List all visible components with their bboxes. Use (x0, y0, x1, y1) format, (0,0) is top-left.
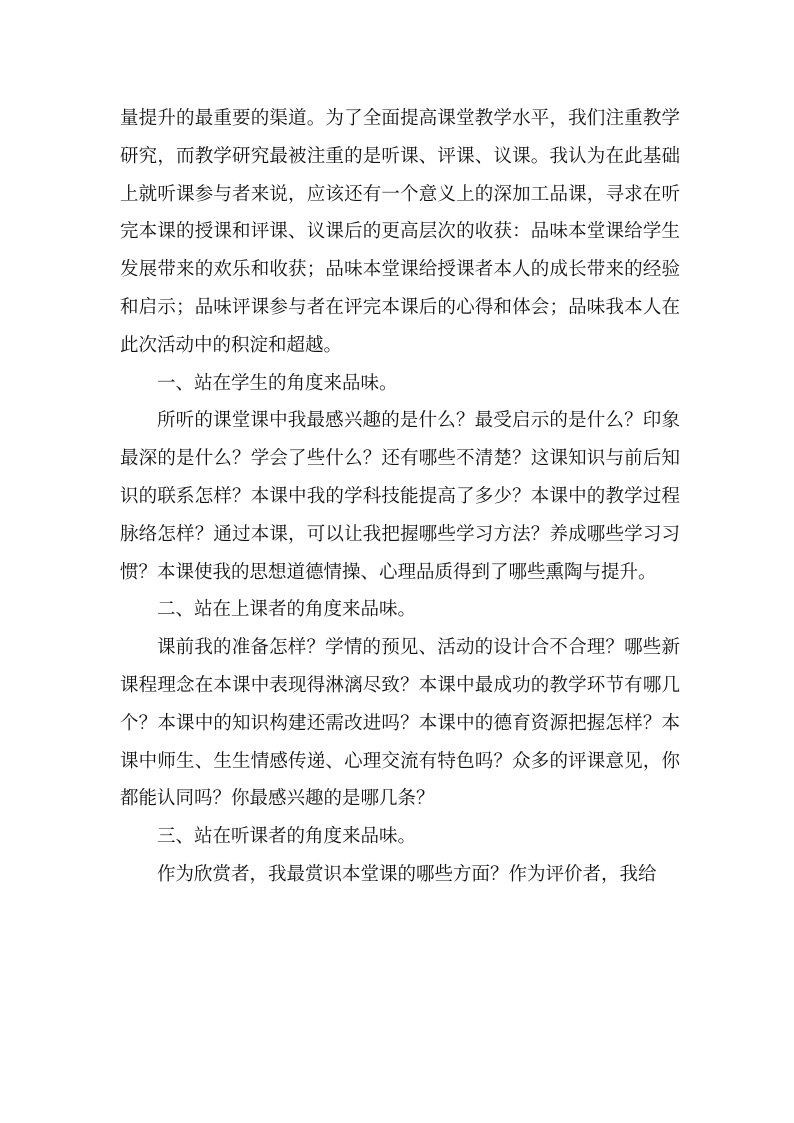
body-paragraph-teacher: 课前我的准备怎样？学情的预见、活动的设计合不合理？哪些新课程理念在本课中表现得淋漓尽致？本课中最成功的教学环节有哪几个？本课中的知识构建还需改进吗？本课中的德育资源把握怎样？本课中师生、生生情感传递、心理交流有特色吗？众多的评课意见，你都能认同吗？你最感兴趣的是哪几条？ (120, 637, 680, 810)
section-heading-teacher: 二、站在上课者的角度来品味。 (157, 599, 417, 621)
document-body (120, 100, 680, 894)
section-heading-observer: 三、站在听课者的角度来品味。 (157, 826, 417, 848)
body-paragraph-observer: 作为欣赏者，我最赏识本堂课的哪些方面？作为评价者，我给 (157, 863, 657, 885)
body-paragraph-continued: 量提升的最重要的渠道。为了全面提高课堂教学水平，我们注重教学研究，而教学研究最被注重的是听课、评课、议课。我认为在此基础上就听课参与者来说，应该还有一个意义上的深加工品课，寻求在听完本课的授课和评课、议课后的更高层次的收获：品味本堂课给学生发展带来的欢乐和收获；品味本堂课给授课者本人的成长带来的经验和启示；品味评课参与者在评完本课后的心得和体会；品味我本人在此次活动中的积淀和超越。 (120, 108, 680, 356)
body-paragraph-student: 所听的课堂课中我最感兴趣的是什么？最受启示的是什么？印象最深的是什么？学会了些什么？还有哪些不清楚？这课知识与前后知识的联系怎样？本课中我的学科技能提高了多少？本课中的教学过程脉络怎样？通过本课，可以让我把握哪些学习方法？养成哪些学习习惯？本课使我的思想道德情操、心理品质得到了哪些熏陶与提升。 (120, 410, 680, 583)
section-heading-student: 一、站在学生的角度来品味。 (157, 372, 398, 394)
